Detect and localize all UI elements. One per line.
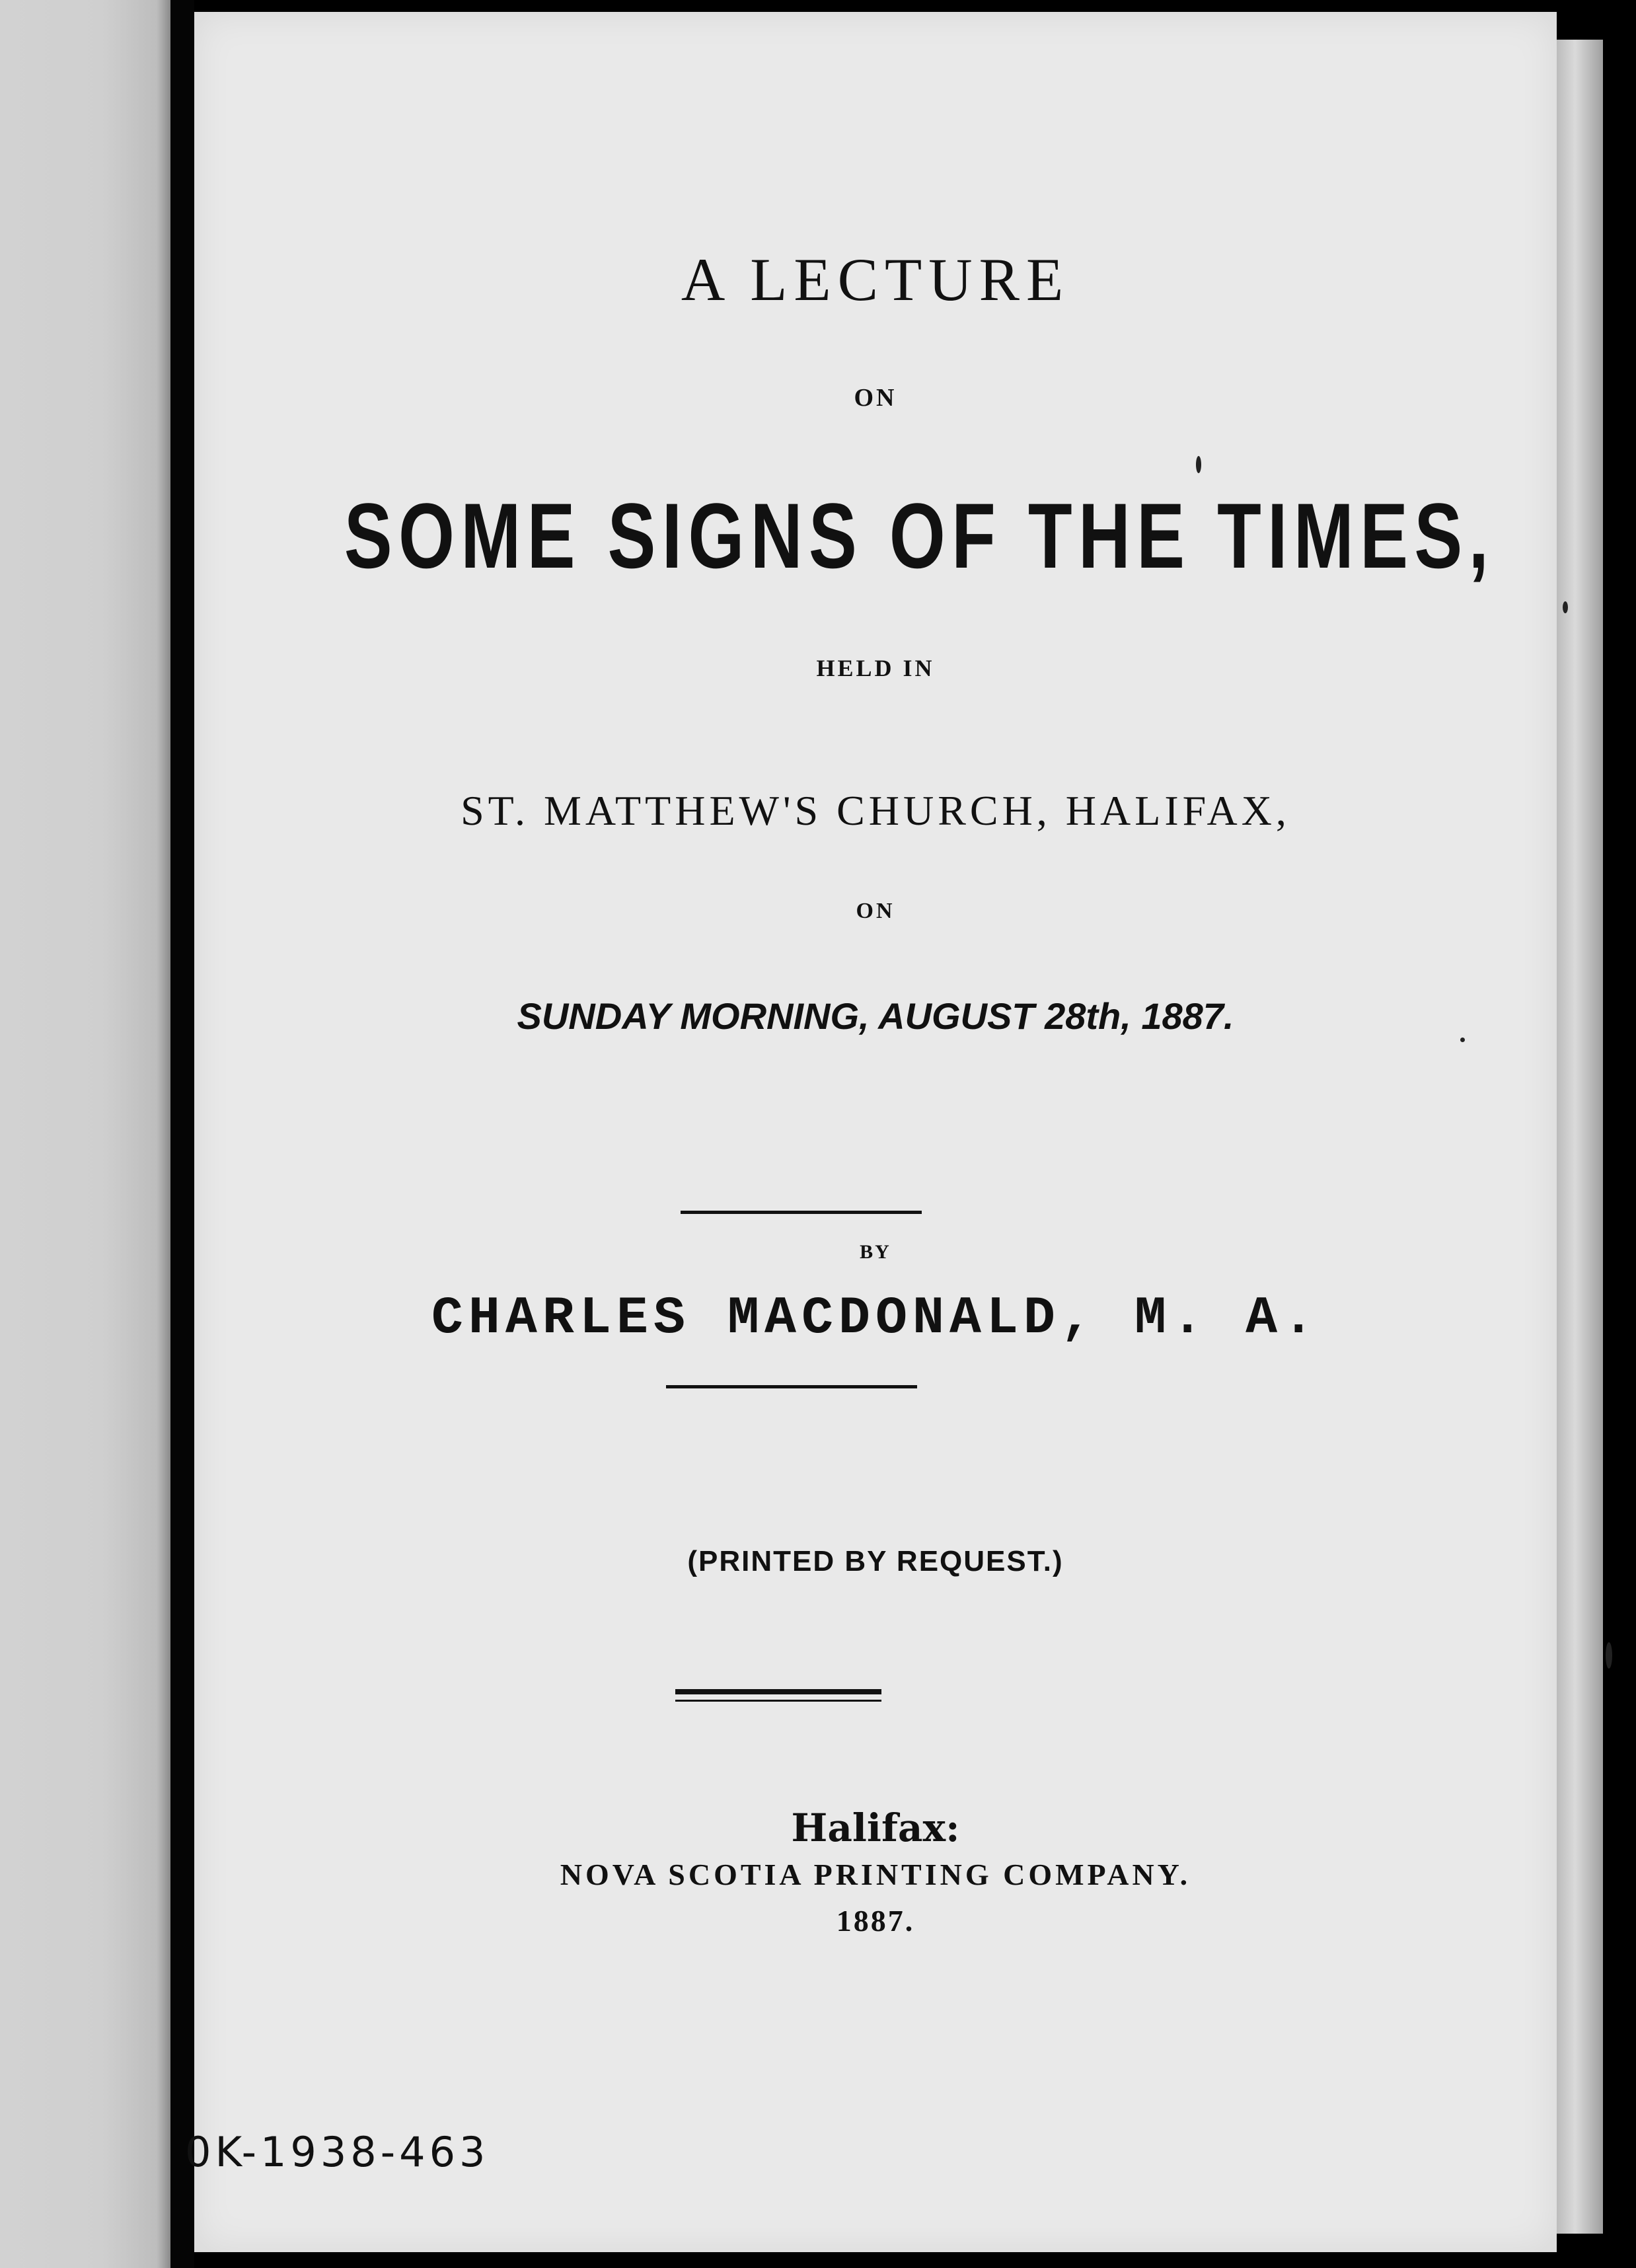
held-in-label: HELD IN bbox=[816, 655, 935, 681]
author-name: CHARLES MACDONALD, M. A. bbox=[431, 1289, 1320, 1349]
double-rule-thick bbox=[675, 1689, 881, 1694]
print-speck bbox=[1606, 1642, 1612, 1669]
binding-strip bbox=[0, 0, 170, 2268]
imprint-year: 1887. bbox=[836, 1904, 915, 1938]
main-title: SOME SIGNS OF THE TIMES, bbox=[344, 484, 1495, 587]
print-speck bbox=[1196, 456, 1201, 473]
imprint-city: Halifax: bbox=[791, 1805, 960, 1850]
divider-rule-bottom bbox=[666, 1385, 917, 1388]
date-line: SUNDAY MORNING, AUGUST 28th, 1887. bbox=[517, 995, 1234, 1037]
connector-on-2: ON bbox=[856, 899, 895, 923]
print-speck bbox=[1460, 1038, 1465, 1042]
binding-shadow bbox=[170, 0, 194, 2268]
title-line-1: A LECTURE bbox=[681, 246, 1070, 313]
by-label: BY bbox=[860, 1241, 891, 1263]
page-edge bbox=[1557, 40, 1603, 2234]
printed-note: (PRINTED BY REQUEST.) bbox=[687, 1545, 1064, 1577]
handwritten-accession-number: 0K-1938-463 bbox=[185, 2128, 490, 2176]
double-rule-thin bbox=[675, 1700, 881, 1702]
connector-on-1: ON bbox=[854, 384, 897, 412]
print-speck bbox=[1563, 601, 1568, 613]
divider-rule-top bbox=[681, 1211, 922, 1214]
place-line: ST. MATTHEW'S CHURCH, HALIFAX, bbox=[461, 787, 1290, 834]
imprint-publisher: NOVA SCOTIA PRINTING COMPANY. bbox=[560, 1858, 1191, 1891]
